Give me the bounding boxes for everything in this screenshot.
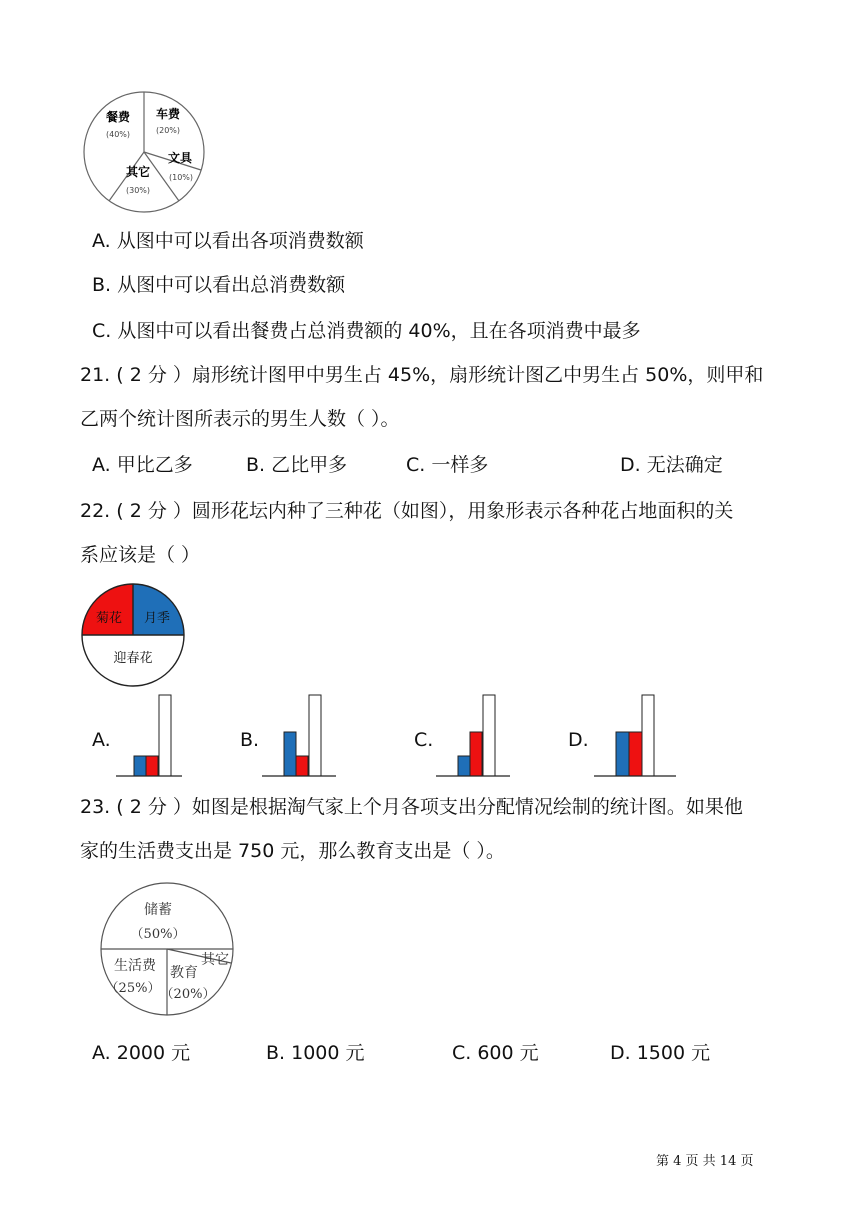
q22-option-a-bars[interactable] [116, 692, 182, 778]
slice-pct-meal: (40%) [105, 130, 131, 139]
q22-option-b-bars[interactable] [262, 692, 336, 778]
q23-option-a[interactable]: A. 2000 元 [92, 1042, 191, 1064]
q22-option-d-label[interactable]: D. [568, 729, 589, 751]
slice-pct-education: （20%） [160, 987, 216, 1002]
q22-text-line1: 22. ( 2 分 ）圆形花坛内种了三种花（如图），用象形表示各种花占地面积的关 [80, 500, 734, 522]
q22-text-line2: 系应该是（ ） [80, 544, 201, 566]
q21-option-d[interactable]: D. 无法确定 [620, 454, 723, 476]
q23-text-line1: 23. ( 2 分 ）如图是根据淘气家上个月各项支出分配情况绘制的统计图。如果他 [80, 796, 743, 818]
slice-pct-stationery: (10%) [168, 173, 194, 182]
slice-pct-living: （25%） [105, 981, 161, 996]
slice-label-stationery: 文具 [167, 151, 193, 165]
q22-option-b-label[interactable]: B. [240, 729, 260, 751]
q20-option-a[interactable]: A. 从图中可以看出各项消费数额 [92, 230, 364, 252]
q22-option-a-label[interactable]: A. [92, 729, 111, 751]
q22-option-d-bars[interactable] [594, 692, 676, 778]
q20-option-c[interactable]: C. 从图中可以看出餐费占总消费额的 40%，且在各项消费中最多 [92, 320, 641, 342]
slice-label-other: 其它 [201, 952, 229, 968]
q21-option-b[interactable]: B. 乙比甲多 [246, 454, 348, 476]
slice-label-savings: 储蓄 [144, 902, 172, 918]
q22-option-c-label[interactable]: C. [414, 729, 434, 751]
q21-text-line1: 21. ( 2 分 ）扇形统计图甲中男生占 45%，扇形统计图乙中男生占 50%，则甲和 [80, 364, 764, 386]
q23-text-line2: 家的生活费支出是 750 元，那么教育支出是（ ）。 [80, 840, 505, 862]
q23-option-d[interactable]: D. 1500 元 [610, 1042, 711, 1064]
slice-label-chrysanthemum: 菊花 [95, 611, 123, 626]
slice-label-education: 教育 [170, 965, 198, 981]
q21-option-a[interactable]: A. 甲比乙多 [92, 454, 193, 476]
consumption-pie-chart [80, 88, 208, 216]
page-number: 第 4 页 共 14 页 [656, 1154, 754, 1169]
slice-label-other: 其它 [125, 165, 151, 179]
slice-pct-fare: (20%) [155, 126, 181, 135]
q21-text-line2: 乙两个统计图所表示的男生人数（ ）。 [80, 408, 400, 430]
q21-option-c[interactable]: C. 一样多 [406, 454, 489, 476]
slice-pct-other: (30%) [125, 186, 151, 195]
slice-label-rose: 月季 [143, 611, 171, 626]
q23-option-c[interactable]: C. 600 元 [452, 1042, 539, 1064]
q23-option-b[interactable]: B. 1000 元 [266, 1042, 365, 1064]
slice-label-fare: 车费 [155, 107, 181, 121]
q22-option-c-bars[interactable] [436, 692, 510, 778]
slice-pct-savings: （50%） [130, 927, 186, 942]
flower-bed-pie-chart [80, 582, 188, 690]
slice-label-living: 生活费 [114, 958, 156, 974]
slice-label-winter-jasmine: 迎春花 [113, 651, 153, 666]
expense-pie-chart [98, 880, 236, 1018]
slice-label-meal: 餐费 [105, 110, 131, 124]
q20-option-b[interactable]: B. 从图中可以看出总消费数额 [92, 274, 346, 296]
